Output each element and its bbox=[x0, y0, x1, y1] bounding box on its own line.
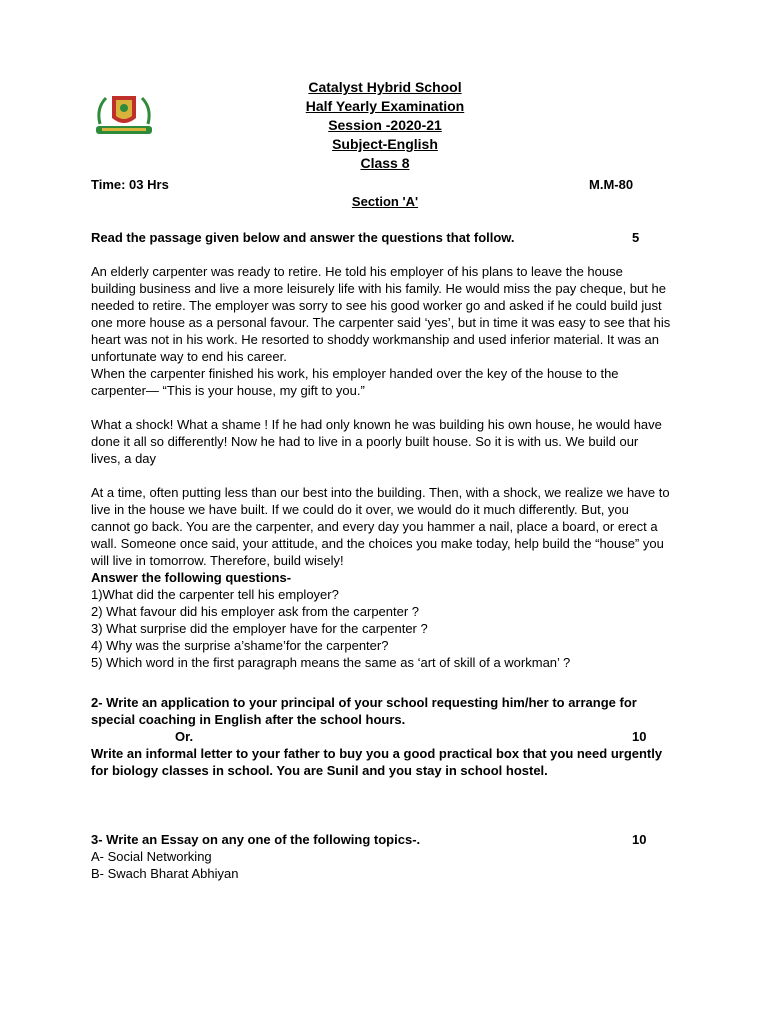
essay-option-b: B- Swach Bharat Abhiyan bbox=[91, 866, 239, 881]
passage bbox=[91, 263, 671, 671]
question-2-alternative: Write an informal letter to your father to buy you a good practical box that you need urgently for biology classes in school. You are Sunil and you stay in school hostel. bbox=[91, 746, 663, 778]
section-a-marks: 5 bbox=[632, 230, 640, 245]
question-item: 3) What surprise did the employer have for the carpenter ? bbox=[91, 621, 428, 636]
questions-heading: Answer the following questions- bbox=[91, 570, 292, 585]
exam-header bbox=[230, 78, 540, 173]
exam-title: Half Yearly Examination bbox=[305, 98, 465, 114]
question-2: 2- Write an application to your principal of your school requesting him/her to arrange for special coaching in English after the school hours. bbox=[91, 695, 637, 727]
essay-option-a: A- Social Networking bbox=[91, 849, 212, 864]
question-item: 1)What did the carpenter tell his employer? bbox=[91, 587, 339, 602]
maximum-marks: M.M-80 bbox=[589, 177, 634, 192]
question-3: 3- Write an Essay on any one of the following topics-. bbox=[91, 832, 421, 847]
school-logo bbox=[92, 88, 156, 140]
question-3-marks: 10 bbox=[632, 832, 647, 847]
class: Class 8 bbox=[360, 155, 410, 171]
subject: Subject-English bbox=[332, 136, 438, 152]
passage-paragraph-4: At a time, often putting less than our best into the building. Then, with a shock, we realize we have to live in the house we have built. If we could do it over, we would do it much differently. But, you cannot go back. You are the carpenter, and every day you hammer a nail, place a board, or erect a wall. Someone once said, your attitude, and the choices you make today, help build the “house” you will live in tomorrow. Therefore, build wisely! bbox=[91, 485, 670, 568]
questions-list bbox=[91, 586, 671, 671]
time-allowed: Time: 03 Hrs bbox=[91, 177, 169, 192]
question-item: 4) Why was the surprise a’shame’for the carpenter? bbox=[91, 638, 389, 653]
passage-paragraph-3: What a shock! What a shame ! If he had only known he was building his own house, he would have done it all so differently! Now he had to live in a poorly built house. So it is with us. We build our lives, a day bbox=[91, 417, 662, 466]
section-a-instruction: Read the passage given below and answer the questions that follow. bbox=[91, 230, 515, 245]
passage-paragraph-2: When the carpenter finished his work, his employer handed over the key of the house to the carpenter— “This is your house, my gift to you.” bbox=[91, 366, 619, 398]
question-2-marks: 10 bbox=[632, 729, 647, 744]
question-item: 2) What favour did his employer ask from the carpenter ? bbox=[91, 604, 420, 619]
passage-paragraph-1: An elderly carpenter was ready to retire. He told his employer of his plans to leave the house building business and live a more leisurely life with his family. He would miss the pay cheque, but he needed to retire. The employer was sorry to see his good worker go and asked if he could build just one more house as a personal favour. The carpenter said ‘yes’, but in time it was easy to see that his heart was not in his work. He resorted to shoddy workmanship and used inferior material. It was an unfortunate way to end his career. bbox=[91, 264, 671, 364]
question-item: 5) Which word in the first paragraph means the same as ‘art of skill of a workman’ ? bbox=[91, 655, 571, 670]
section-a-title: Section 'A' bbox=[351, 194, 419, 209]
school-name: Catalyst Hybrid School bbox=[308, 79, 462, 95]
session: Session -2020-21 bbox=[328, 117, 442, 133]
question-2-or: Or. bbox=[175, 729, 194, 744]
